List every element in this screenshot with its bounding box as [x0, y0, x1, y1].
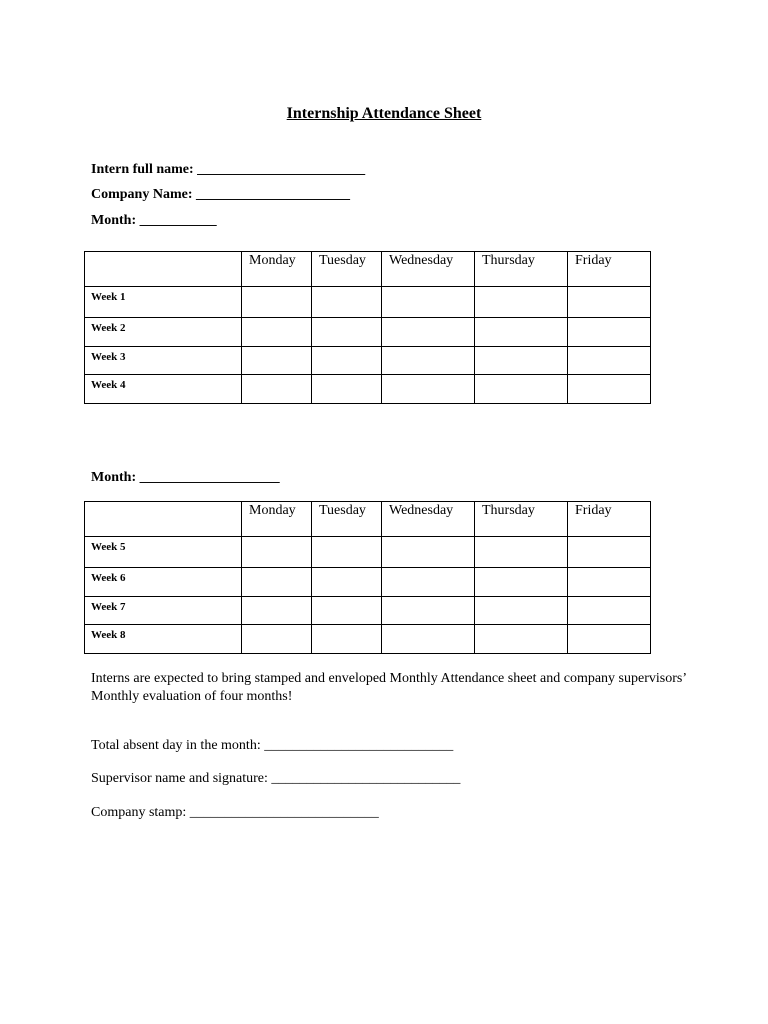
attendance-table-1 — [84, 251, 651, 404]
attendance-cell[interactable] — [312, 568, 382, 597]
attendance-cell[interactable] — [242, 537, 312, 568]
attendance-cell[interactable] — [475, 537, 568, 568]
week-label: Week 8 — [85, 625, 242, 654]
table-row — [85, 287, 651, 318]
week-label: Week 5 — [85, 537, 242, 568]
month-field-2[interactable]: Month: ____________________ — [91, 470, 280, 485]
table-row — [85, 318, 651, 347]
table-row — [85, 597, 651, 625]
attendance-cell[interactable] — [475, 568, 568, 597]
attendance-cell[interactable] — [382, 347, 475, 375]
day-header: Tuesday — [312, 502, 382, 537]
attendance-cell[interactable] — [568, 318, 651, 347]
attendance-cell[interactable] — [242, 625, 312, 654]
attendance-cell[interactable] — [475, 375, 568, 404]
table-row — [85, 568, 651, 597]
attendance-cell[interactable] — [568, 537, 651, 568]
attendance-cell[interactable] — [568, 375, 651, 404]
day-header: Thursday — [475, 252, 568, 287]
week-label: Week 2 — [85, 318, 242, 347]
attendance-cell[interactable] — [242, 318, 312, 347]
attendance-cell[interactable] — [568, 597, 651, 625]
attendance-cell[interactable] — [312, 537, 382, 568]
attendance-cell[interactable] — [312, 375, 382, 404]
attendance-cell[interactable] — [242, 375, 312, 404]
total-absent-field[interactable]: Total absent day in the month: ___________________________ — [91, 738, 454, 753]
attendance-cell[interactable] — [312, 625, 382, 654]
table-row — [85, 375, 651, 404]
attendance-cell[interactable] — [382, 375, 475, 404]
attendance-cell[interactable] — [475, 287, 568, 318]
attendance-table-2 — [84, 501, 651, 654]
day-header: Friday — [568, 502, 651, 537]
day-header: Wednesday — [382, 502, 475, 537]
attendance-cell[interactable] — [382, 625, 475, 654]
attendance-cell[interactable] — [382, 537, 475, 568]
attendance-cell[interactable] — [242, 568, 312, 597]
day-header: Monday — [242, 252, 312, 287]
attendance-cell[interactable] — [312, 318, 382, 347]
week-label: Week 6 — [85, 568, 242, 597]
table-row — [85, 347, 651, 375]
week-label: Week 3 — [85, 347, 242, 375]
attendance-cell[interactable] — [568, 625, 651, 654]
intern-full-name-field[interactable]: Intern full name: ________________________ — [91, 162, 366, 177]
day-header: Tuesday — [312, 252, 382, 287]
day-header: Thursday — [475, 502, 568, 537]
page-title: Internship Attendance Sheet — [286, 105, 482, 122]
week-label: Week 4 — [85, 375, 242, 404]
corner-cell — [85, 252, 242, 287]
supervisor-signature-field[interactable]: Supervisor name and signature: ___________________________ — [91, 771, 461, 786]
day-header: Friday — [568, 252, 651, 287]
month-field-1[interactable]: Month: ___________ — [91, 213, 217, 228]
attendance-cell[interactable] — [382, 287, 475, 318]
attendance-cell[interactable] — [312, 287, 382, 318]
attendance-cell[interactable] — [475, 597, 568, 625]
attendance-cell[interactable] — [312, 597, 382, 625]
attendance-cell[interactable] — [312, 347, 382, 375]
attendance-cell[interactable] — [242, 597, 312, 625]
day-header: Monday — [242, 502, 312, 537]
attendance-cell[interactable] — [475, 625, 568, 654]
instructions-note: Interns are expected to bring stamped and enveloped Monthly Attendance sheet and company supervisors’ Monthly evaluation of four months! — [91, 671, 686, 704]
week-label: Week 7 — [85, 597, 242, 625]
table-header-row — [85, 502, 651, 537]
attendance-cell[interactable] — [242, 287, 312, 318]
attendance-cell[interactable] — [382, 568, 475, 597]
attendance-cell[interactable] — [568, 568, 651, 597]
attendance-cell[interactable] — [568, 287, 651, 318]
attendance-cell[interactable] — [382, 318, 475, 347]
company-name-field[interactable]: Company Name: ______________________ — [91, 187, 350, 202]
attendance-cell[interactable] — [475, 347, 568, 375]
table-row — [85, 537, 651, 568]
attendance-cell[interactable] — [242, 347, 312, 375]
company-stamp-field[interactable]: Company stamp: ___________________________ — [91, 805, 379, 820]
table-header-row — [85, 252, 651, 287]
table-row — [85, 625, 651, 654]
week-label: Week 1 — [85, 287, 242, 318]
attendance-cell[interactable] — [475, 318, 568, 347]
attendance-cell[interactable] — [382, 597, 475, 625]
corner-cell — [85, 502, 242, 537]
attendance-cell[interactable] — [568, 347, 651, 375]
day-header: Wednesday — [382, 252, 475, 287]
